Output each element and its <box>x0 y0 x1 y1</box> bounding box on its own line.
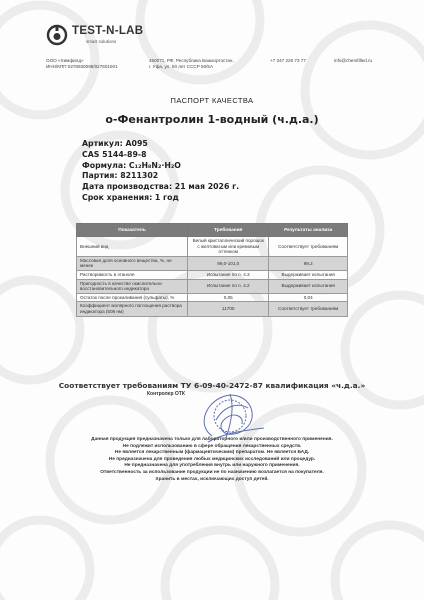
cell-parameter: Массовая доля основного вещества, %, не менее <box>77 256 188 270</box>
column-header-parameter: Показатель <box>77 224 188 237</box>
cell-requirement: 0,05 <box>188 293 269 302</box>
flask-logo-icon <box>46 24 68 46</box>
column-header-requirements: Требования <box>188 224 269 237</box>
analysis-table <box>76 223 348 317</box>
company-logo <box>46 24 143 46</box>
property-production-date: Дата производства: 21 мая 2026 г. <box>82 182 240 192</box>
disclaimer-line: Не является лекарственным (фармацевтическим) препаратом. Не является БАД. <box>114 450 310 456</box>
cell-result: 99,2 <box>269 256 348 270</box>
cell-result: 0,04 <box>269 293 348 302</box>
company-name: ООО «Химфилд» <box>46 58 84 63</box>
disclaimer-line: Не предназначена для употребления внутрь или наружного применения. <box>124 463 300 469</box>
table-row <box>77 237 348 257</box>
company-address <box>149 58 234 70</box>
table-header-row <box>77 224 348 237</box>
address-line-1: 450071, РФ, Республика Башкортостан, <box>149 58 234 63</box>
table-row <box>77 302 348 316</box>
property-batch: Партия: 8211302 <box>82 171 159 181</box>
disclaimer-block <box>0 437 424 483</box>
table-row <box>77 256 348 270</box>
company-phone: +7 347 226 73 77 <box>270 58 306 63</box>
table-row <box>77 293 348 302</box>
company-inn: ИНН/КПП 0278930098/027601001 <box>46 64 118 69</box>
table-row <box>77 270 348 279</box>
property-cas: CAS 5144-89-8 <box>82 149 147 159</box>
cell-parameter: Коэффициент молярного поглощения раствора индикатора (508 нм) <box>77 302 188 316</box>
otk-signature-label: Контролер ОТК <box>147 391 185 397</box>
cell-requirement: 99,0-101,0 <box>188 256 269 270</box>
column-header-results: Результаты анализа <box>269 224 348 237</box>
address-line-2: г. Уфа, ул. 50 лет СССР 50/5А <box>149 64 214 69</box>
document-title: ПАСПОРТ КАЧЕСТВА <box>170 96 254 105</box>
property-formula: Формула: C₁₂H₈N₂·H₂O <box>82 160 181 170</box>
disclaimer-line: Данная продукция предназначена только для лабораторного и/или производственного применения. <box>91 437 333 442</box>
disclaimer-line: Не предназначена для проведения любых медицинских исследований или процедур. <box>108 456 316 462</box>
cell-result: Соответствует требованиям <box>269 237 348 257</box>
cell-requirement: Белый кристаллический порошок с желтоватым или кремовым оттенком <box>188 237 269 257</box>
property-shelf-life: Срок хранения: 1 год <box>82 192 179 202</box>
property-article: Артикул: A095 <box>82 139 148 148</box>
cell-parameter: Внешний вид <box>77 237 188 257</box>
disclaimer-line: Хранить в местах, исключающих доступ детей. <box>155 476 269 482</box>
cell-result: Выдерживает испытания <box>269 279 348 293</box>
cell-result: Выдерживает испытания <box>269 270 348 279</box>
product-name: о-Фенантролин 1-водный (ч.д.а.) <box>105 113 319 126</box>
cell-parameter: Растворимость в этаноле <box>77 270 188 279</box>
cell-result: Соответствует требованиям <box>269 302 348 316</box>
disclaimer-line: Не подлежит использованию в сфере обращения лекарственных средств. <box>122 443 302 449</box>
table-row <box>77 279 348 293</box>
conformity-statement: Соответствует требованиям ТУ 6-09-40-2472-87 квалификация «ч.д.а.» <box>58 381 366 390</box>
cell-requirement: 11700 <box>188 302 269 316</box>
cell-requirement: Испытание по п. 4.2 <box>188 279 269 293</box>
logo-name: TEST-N-LAB <box>72 25 144 37</box>
cell-requirement: Испытание по п. 4.3 <box>188 270 269 279</box>
cell-parameter: Пригодность в качестве окислительно-восстановительного индикатора <box>77 279 188 293</box>
company-email: info@chemfilled.ru <box>334 58 373 63</box>
product-properties <box>82 139 239 204</box>
company-details <box>46 58 118 70</box>
disclaimer-line: Ответственность за использование продукции не по назначению возлагается на покупателя. <box>100 469 324 475</box>
logo-tagline: smart solutions <box>86 38 117 44</box>
cell-parameter: Остаток после прокаливания (сульфаты), % <box>77 293 188 302</box>
